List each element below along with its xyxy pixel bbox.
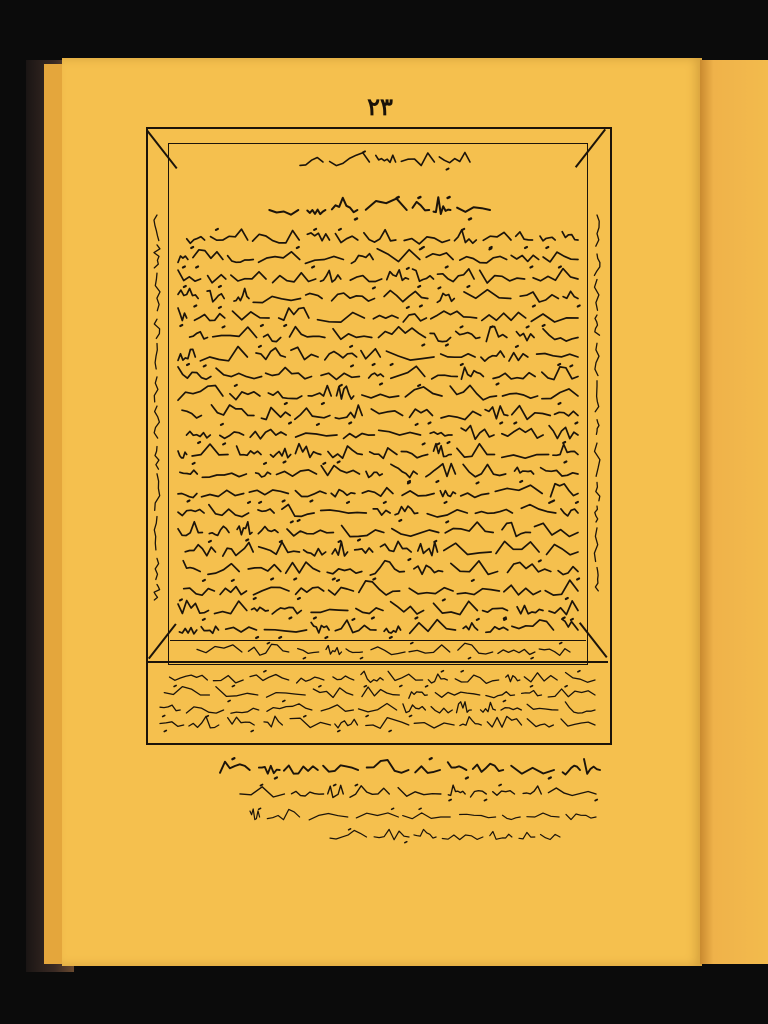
script-line-footnote [160, 702, 595, 717]
script-margin-left-band [594, 215, 600, 591]
script-line-footnote [160, 716, 595, 732]
script-line-colophon-date [240, 785, 597, 801]
script-line-body [183, 560, 579, 579]
page-number: ٢٣ [367, 92, 393, 121]
script-line-body [179, 619, 578, 638]
script-line-body [178, 482, 578, 501]
script-line-divider-caption [197, 643, 570, 659]
script-line-body [178, 268, 578, 287]
script-line-colophon [220, 758, 600, 778]
script-line-source-note [250, 808, 596, 820]
script-line-body [178, 365, 578, 384]
script-line-body [178, 248, 578, 267]
script-line-body [190, 326, 578, 345]
script-line-footnote [170, 671, 596, 687]
script-line-body [178, 443, 578, 462]
script-margin-right-band [154, 215, 160, 600]
script-line-body [187, 229, 578, 248]
script-line-body [182, 405, 578, 424]
script-line-body [178, 307, 578, 326]
script-line-basmala [300, 151, 470, 169]
script-line-body [187, 424, 579, 443]
script-line-body [178, 521, 578, 540]
script-line-body [178, 346, 578, 365]
script-line-heading [269, 197, 490, 220]
script-line-footnote [164, 686, 595, 702]
script-line-body [184, 580, 578, 599]
script-line-body [178, 287, 580, 306]
script-line-body [180, 463, 578, 482]
script-line-source-note [330, 829, 560, 843]
script-line-body [178, 385, 578, 404]
script-line-body [178, 502, 578, 521]
script-line-body [178, 599, 578, 618]
script-line-body [185, 541, 578, 560]
